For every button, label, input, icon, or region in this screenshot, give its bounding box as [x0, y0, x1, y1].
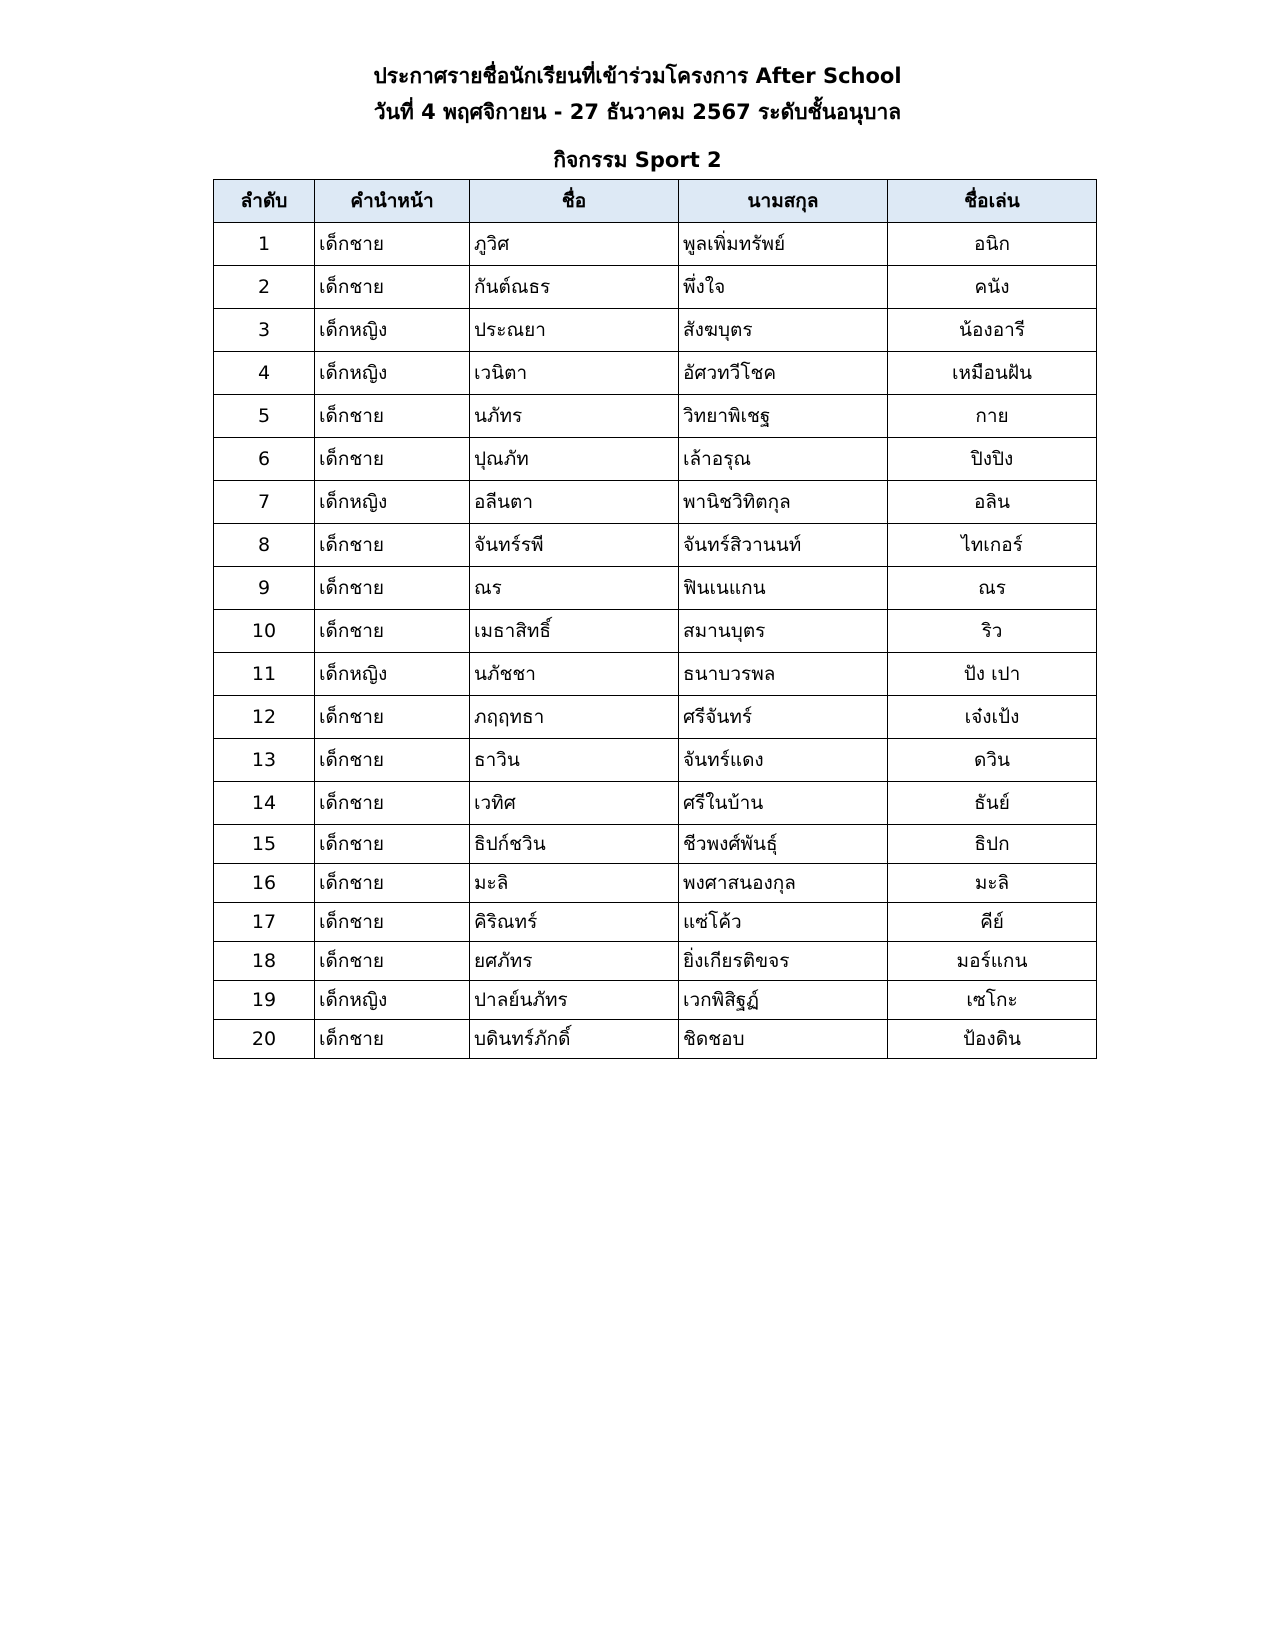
cell-number: 12	[214, 696, 315, 739]
table-row	[214, 903, 1097, 942]
cell-number: 7	[214, 481, 315, 524]
table-row	[214, 524, 1097, 567]
table-row	[214, 942, 1097, 981]
cell-number: 11	[214, 653, 315, 696]
cell-prefix: เด็กชาย	[315, 696, 470, 739]
student-roster-table	[213, 179, 1097, 1059]
table-row	[214, 395, 1097, 438]
cell-first-name: เวนิตา	[470, 352, 679, 395]
table-row	[214, 696, 1097, 739]
table-row	[214, 610, 1097, 653]
cell-first-name: ภูวิศ	[470, 223, 679, 266]
cell-nickname: กาย	[888, 395, 1097, 438]
cell-last-name: จันทร์แดง	[679, 739, 888, 782]
table-row	[214, 782, 1097, 825]
cell-number: 16	[214, 864, 315, 903]
cell-prefix: เด็กหญิง	[315, 309, 470, 352]
cell-number: 9	[214, 567, 315, 610]
cell-number: 5	[214, 395, 315, 438]
cell-first-name: นภัชชา	[470, 653, 679, 696]
cell-nickname: อลิน	[888, 481, 1097, 524]
cell-nickname: อนิก	[888, 223, 1097, 266]
document-header	[0, 58, 1275, 130]
cell-first-name: ปาลย์นภัทร	[470, 981, 679, 1020]
cell-last-name: พงศาสนองกุล	[679, 864, 888, 903]
cell-number: 4	[214, 352, 315, 395]
cell-nickname: คนัง	[888, 266, 1097, 309]
cell-last-name: ธนาบวรพล	[679, 653, 888, 696]
cell-last-name: แซ่โค้ว	[679, 903, 888, 942]
activity-title: กิจกรรม Sport 2	[553, 148, 722, 172]
cell-nickname: คีย์	[888, 903, 1097, 942]
cell-number: 20	[214, 1020, 315, 1059]
cell-last-name: ชีวพงศ์พันธุ์	[679, 825, 888, 864]
cell-last-name: พึ่งใจ	[679, 266, 888, 309]
cell-nickname: เซโกะ	[888, 981, 1097, 1020]
cell-first-name: เวทิศ	[470, 782, 679, 825]
table-row	[214, 438, 1097, 481]
cell-first-name: คิริณทร์	[470, 903, 679, 942]
cell-prefix: เด็กชาย	[315, 266, 470, 309]
cell-last-name: เวกพิสิฐฏ์	[679, 981, 888, 1020]
cell-prefix: เด็กชาย	[315, 1020, 470, 1059]
cell-prefix: เด็กชาย	[315, 942, 470, 981]
cell-first-name: ภฤฤทธา	[470, 696, 679, 739]
cell-nickname: ดวิน	[888, 739, 1097, 782]
cell-prefix: เด็กชาย	[315, 524, 470, 567]
cell-nickname: ปัง เปา	[888, 653, 1097, 696]
cell-nickname: น้องอารี	[888, 309, 1097, 352]
cell-first-name: ธิปก์ชวิน	[470, 825, 679, 864]
cell-prefix: เด็กหญิง	[315, 981, 470, 1020]
cell-prefix: เด็กหญิง	[315, 352, 470, 395]
table-header-row	[214, 180, 1097, 223]
table-row	[214, 481, 1097, 524]
cell-first-name: จันทร์รพี	[470, 524, 679, 567]
cell-last-name: พานิชวิทิตกุล	[679, 481, 888, 524]
cell-first-name: ธาวิน	[470, 739, 679, 782]
cell-prefix: เด็กชาย	[315, 567, 470, 610]
cell-number: 8	[214, 524, 315, 567]
cell-prefix: เด็กชาย	[315, 782, 470, 825]
cell-first-name: ณร	[470, 567, 679, 610]
cell-number: 15	[214, 825, 315, 864]
column-header-number: ลำดับ	[214, 180, 315, 223]
cell-number: 10	[214, 610, 315, 653]
cell-number: 17	[214, 903, 315, 942]
cell-first-name: มะลิ	[470, 864, 679, 903]
cell-prefix: เด็กชาย	[315, 438, 470, 481]
cell-number: 18	[214, 942, 315, 981]
cell-last-name: วิทยาพิเชฐ	[679, 395, 888, 438]
cell-number: 19	[214, 981, 315, 1020]
announcement-title: ประกาศรายชื่อนักเรียนที่เข้าร่วมโครงการ After School	[373, 64, 902, 88]
date-range-subtitle: วันที่ 4 พฤศจิกายน - 27 ธันวาคม 2567 ระดับชั้นอนุบาล	[373, 100, 902, 124]
table-row	[214, 981, 1097, 1020]
table-row	[214, 825, 1097, 864]
cell-prefix: เด็กหญิง	[315, 481, 470, 524]
cell-nickname: ธิปก	[888, 825, 1097, 864]
cell-first-name: เมธาสิทธิ์	[470, 610, 679, 653]
table-row	[214, 309, 1097, 352]
cell-number: 6	[214, 438, 315, 481]
cell-prefix: เด็กชาย	[315, 610, 470, 653]
cell-prefix: เด็กชาย	[315, 739, 470, 782]
cell-first-name: อลีนตา	[470, 481, 679, 524]
cell-number: 2	[214, 266, 315, 309]
cell-last-name: ศรีจันทร์	[679, 696, 888, 739]
column-header-nickname: ชื่อเล่น	[888, 180, 1097, 223]
table-row	[214, 1020, 1097, 1059]
cell-last-name: พูลเพิ่มทรัพย์	[679, 223, 888, 266]
column-header-prefix: คำนำหน้า	[315, 180, 470, 223]
cell-first-name: ปุณภัท	[470, 438, 679, 481]
cell-nickname: มะลิ	[888, 864, 1097, 903]
cell-last-name: อัศวทวีโชค	[679, 352, 888, 395]
cell-nickname: ริว	[888, 610, 1097, 653]
table-row	[214, 567, 1097, 610]
cell-first-name: บดินทร์ภักดิ์	[470, 1020, 679, 1059]
cell-nickname: ณร	[888, 567, 1097, 610]
table-row	[214, 266, 1097, 309]
table-row	[214, 352, 1097, 395]
cell-number: 1	[214, 223, 315, 266]
cell-prefix: เด็กหญิง	[315, 653, 470, 696]
table-row	[214, 653, 1097, 696]
cell-nickname: ป้องดิน	[888, 1020, 1097, 1059]
cell-first-name: ประณยา	[470, 309, 679, 352]
cell-number: 14	[214, 782, 315, 825]
cell-last-name: ศรีในบ้าน	[679, 782, 888, 825]
cell-last-name: ยิ่งเกียรติขจร	[679, 942, 888, 981]
column-header-last-name: นามสกุล	[679, 180, 888, 223]
cell-prefix: เด็กชาย	[315, 864, 470, 903]
cell-nickname: ปิงปิง	[888, 438, 1097, 481]
cell-prefix: เด็กชาย	[315, 395, 470, 438]
table-row	[214, 223, 1097, 266]
cell-nickname: เหมือนฝัน	[888, 352, 1097, 395]
cell-nickname: ไทเกอร์	[888, 524, 1097, 567]
cell-nickname: เจ๋งเป้ง	[888, 696, 1097, 739]
cell-first-name: กันต์ณธร	[470, 266, 679, 309]
cell-last-name: สมานบุตร	[679, 610, 888, 653]
column-header-first-name: ชื่อ	[470, 180, 679, 223]
cell-prefix: เด็กชาย	[315, 903, 470, 942]
cell-prefix: เด็กชาย	[315, 223, 470, 266]
cell-first-name: นภัทร	[470, 395, 679, 438]
cell-last-name: ชิดชอบ	[679, 1020, 888, 1059]
cell-prefix: เด็กชาย	[315, 825, 470, 864]
cell-nickname: มอร์แกน	[888, 942, 1097, 981]
cell-first-name: ยศภัทร	[470, 942, 679, 981]
cell-last-name: จันทร์สิวานนท์	[679, 524, 888, 567]
cell-number: 3	[214, 309, 315, 352]
cell-nickname: ธันย์	[888, 782, 1097, 825]
table-row	[214, 864, 1097, 903]
cell-number: 13	[214, 739, 315, 782]
cell-last-name: ฟินเนแกน	[679, 567, 888, 610]
table-row	[214, 739, 1097, 782]
cell-last-name: เล้าอรุณ	[679, 438, 888, 481]
cell-last-name: สังฆบุตร	[679, 309, 888, 352]
